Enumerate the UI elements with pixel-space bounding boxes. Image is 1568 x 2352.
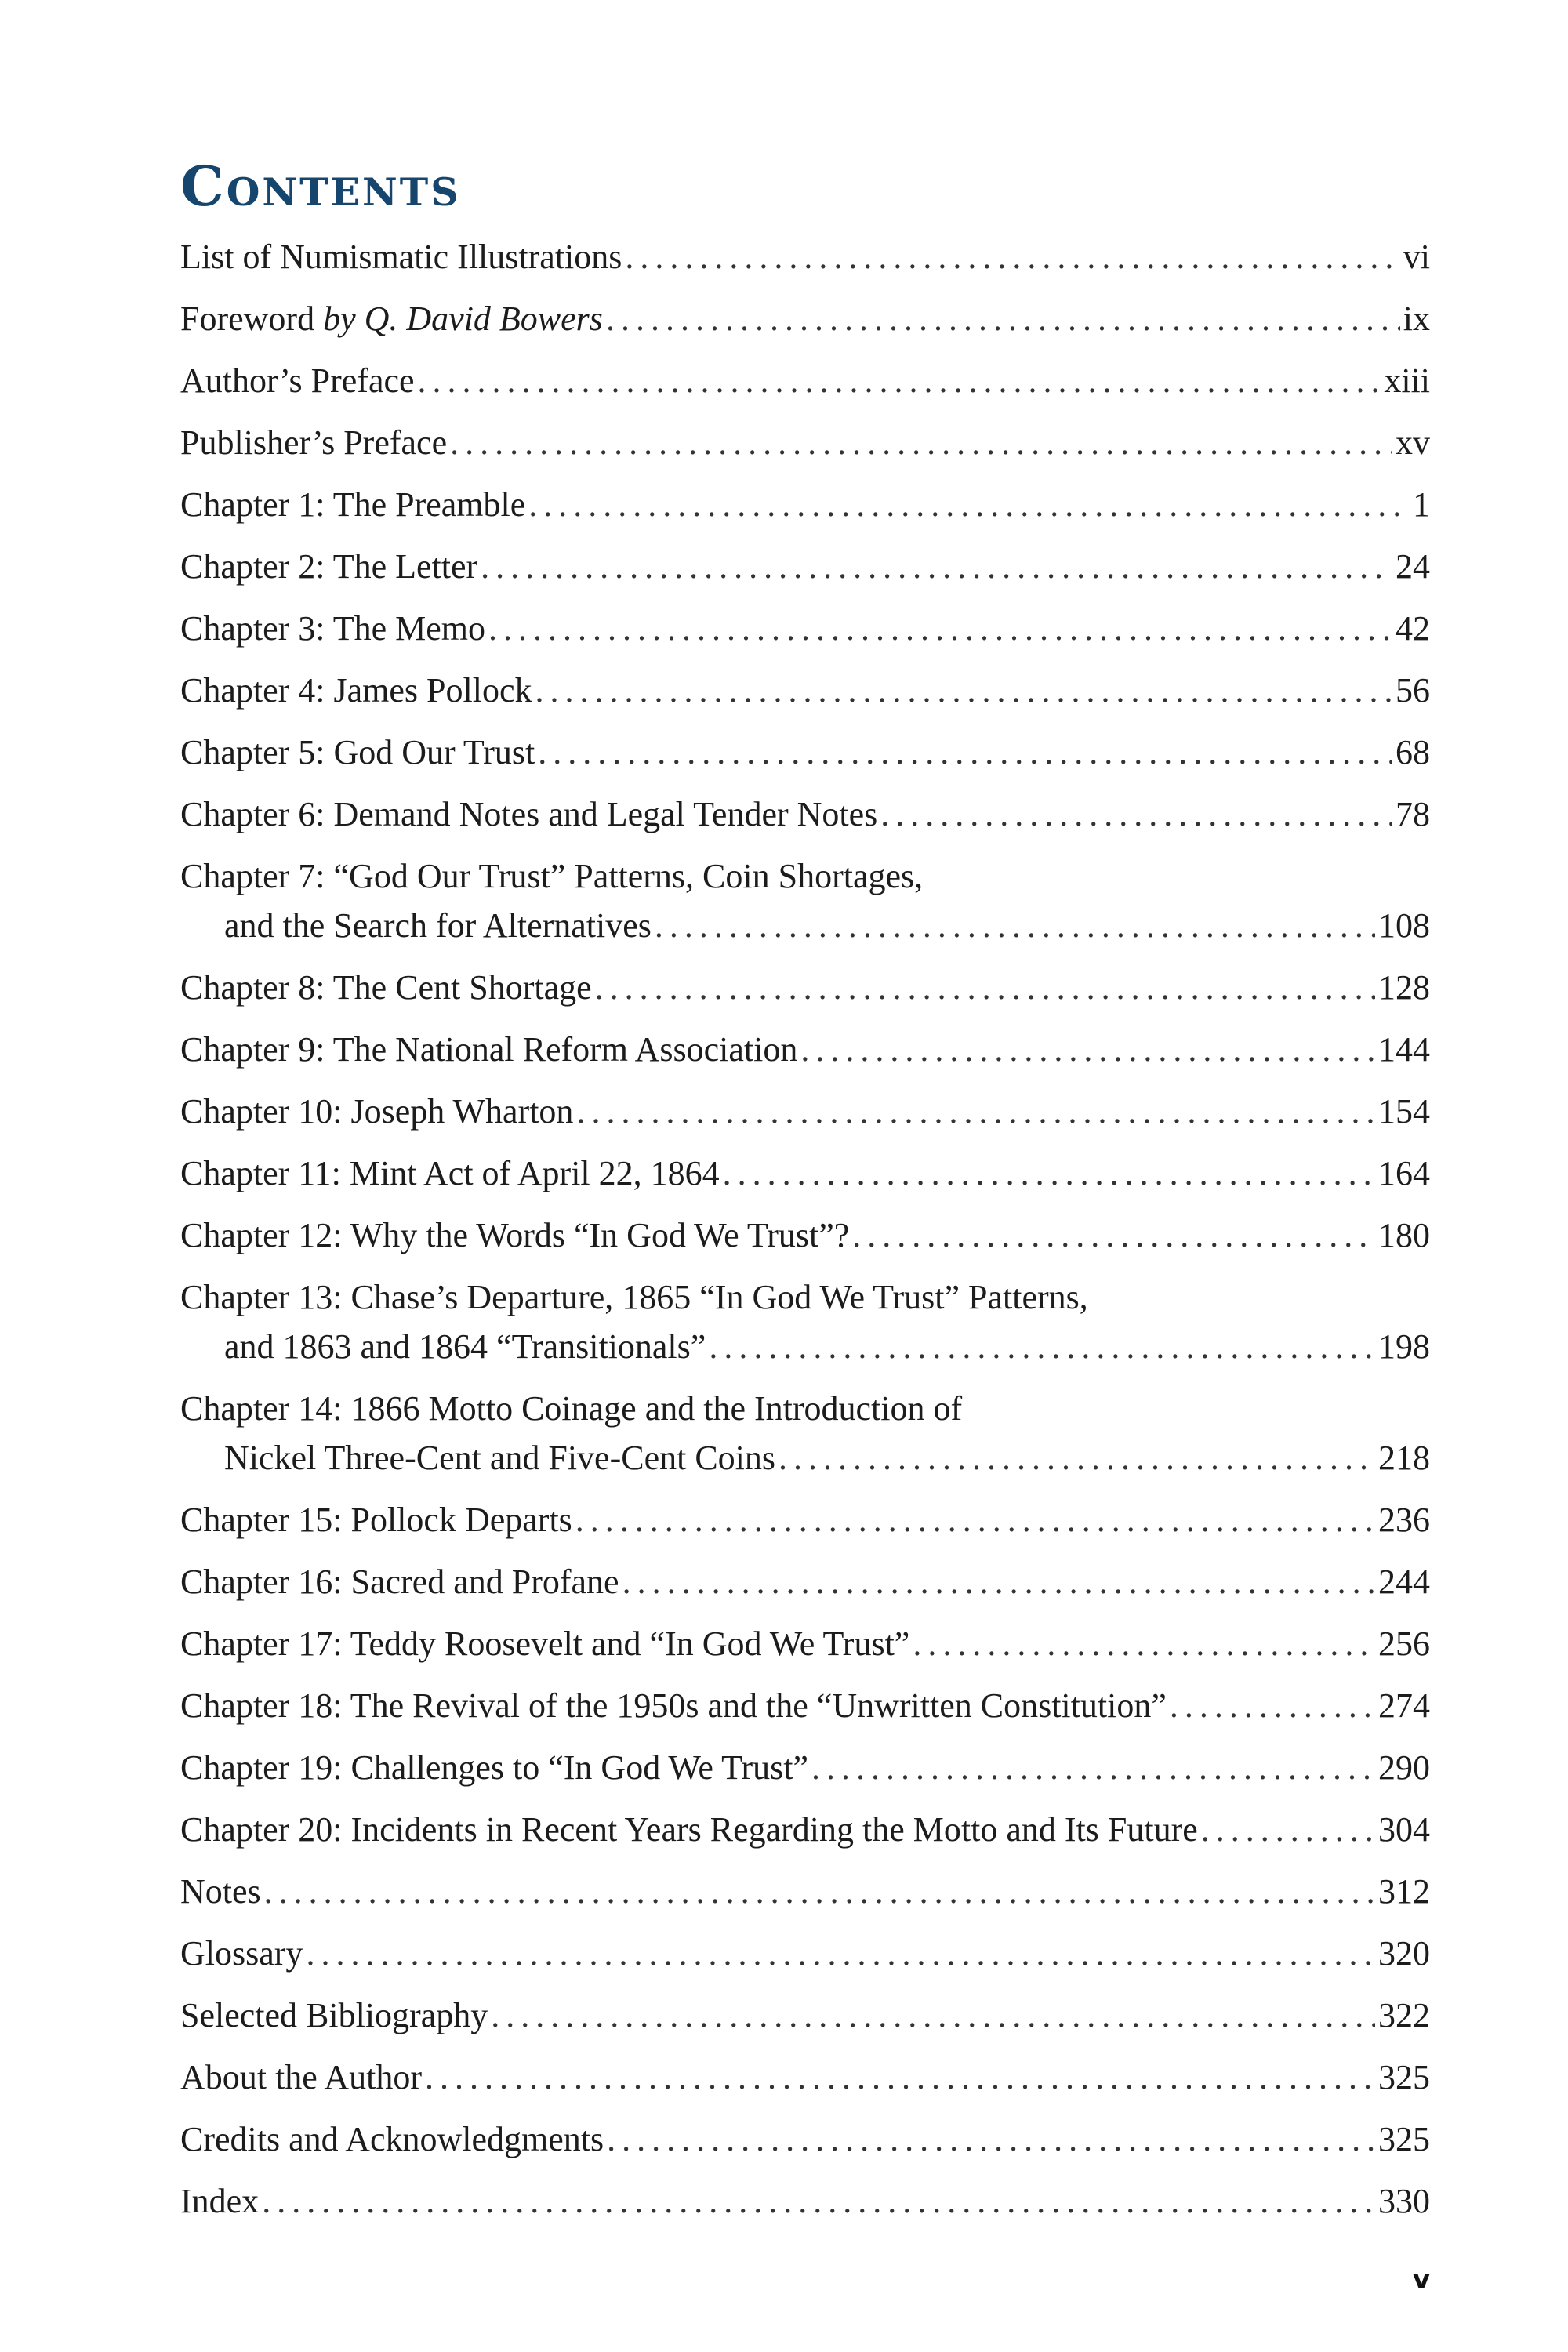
toc-entry-line	[180, 356, 1430, 405]
toc-entry-line	[180, 2114, 1430, 2164]
toc-entry	[180, 604, 1430, 653]
contents-page	[180, 154, 1430, 2238]
toc-entry-title	[180, 1210, 849, 1260]
toc-page-number: 322	[1378, 1996, 1430, 2034]
toc-entry-title-text: Chapter 16: Sacred and Profane	[180, 1563, 619, 1601]
toc-entry-title-text: Chapter 18: The Revival of the 1950s and the “Unwritten Constitution”	[180, 1686, 1167, 1725]
toc-entry-continuation	[180, 1322, 1430, 1371]
toc-entry-title	[180, 666, 532, 715]
toc-entry	[180, 728, 1430, 777]
toc-entry-line	[180, 2053, 1430, 2102]
toc-page-number: vi	[1403, 238, 1430, 276]
toc-entry-title-text: Chapter 9: The National Reform Association	[180, 1030, 798, 1069]
toc-page-number: 198	[1378, 1327, 1430, 1366]
toc-entry-continuation	[180, 1433, 1430, 1483]
toc-page-number: 320	[1378, 1934, 1430, 1973]
dot-leader	[1170, 1681, 1375, 1730]
toc-entry-line	[180, 1743, 1430, 1792]
dot-leader	[625, 232, 1399, 281]
toc-entry-title-text: Chapter 1: The Preamble	[180, 485, 526, 524]
toc-entry-line	[180, 1272, 1430, 1322]
toc-entry	[180, 666, 1430, 715]
toc-page-number: 78	[1396, 795, 1430, 833]
toc-page-number: 42	[1396, 609, 1430, 648]
toc-entry	[180, 1384, 1430, 1483]
toc-entry-title-text: Chapter 10: Joseph Wharton	[180, 1092, 574, 1131]
toc-entry-line	[180, 1210, 1430, 1260]
toc-entry-title-text: Chapter 6: Demand Notes and Legal Tender Notes	[180, 795, 878, 833]
toc-entry-title	[224, 1433, 775, 1483]
toc-entry-title	[180, 1272, 1088, 1322]
toc-entry-line	[180, 963, 1430, 1012]
toc-page-number: 128	[1378, 968, 1430, 1007]
dot-leader	[779, 1433, 1375, 1483]
toc-page-number: 290	[1378, 1748, 1430, 1787]
toc-entry	[180, 480, 1430, 529]
toc-entry-line	[180, 1867, 1430, 1916]
toc-entry	[180, 1087, 1430, 1136]
toc-entry	[180, 2053, 1430, 2102]
toc-entry-title-text: Author’s Preface	[180, 361, 415, 400]
toc-page-number: xiii	[1384, 361, 1430, 400]
toc-list	[180, 232, 1430, 2226]
dot-leader	[852, 1210, 1375, 1260]
toc-entry	[180, 1867, 1430, 1916]
toc-entry-title-text: Nickel Three-Cent and Five-Cent Coins	[224, 1439, 776, 1477]
toc-entry	[180, 356, 1430, 405]
dot-leader	[723, 1149, 1375, 1198]
toc-entry-line	[180, 480, 1430, 529]
toc-entry-title	[180, 1025, 797, 1074]
toc-entry-title	[180, 1495, 572, 1544]
dot-leader	[709, 1322, 1375, 1371]
dot-leader	[306, 1929, 1375, 1978]
toc-entry-title-text: Chapter 17: Teddy Roosevelt and “In God We Trust”	[180, 1624, 910, 1663]
toc-page-number: 180	[1378, 1216, 1430, 1254]
toc-entry-line	[180, 1495, 1430, 1544]
toc-entry	[180, 232, 1430, 281]
toc-entry	[180, 294, 1430, 343]
dot-leader	[811, 1743, 1375, 1792]
toc-page-number: 108	[1378, 906, 1430, 945]
toc-entry-title-text: Chapter 4: James Pollock	[180, 671, 532, 710]
toc-page-number: 24	[1396, 547, 1430, 586]
toc-entry	[180, 2176, 1430, 2226]
toc-entry-continuation	[180, 901, 1430, 950]
toc-entry-line	[180, 542, 1430, 591]
toc-entry-title	[180, 2114, 604, 2164]
toc-entry-title-text: and the Search for Alternatives	[224, 906, 652, 945]
toc-entry-title-text: Index	[180, 2182, 260, 2220]
dot-leader	[264, 1867, 1375, 1916]
toc-page-number: 325	[1378, 2058, 1430, 2096]
toc-entry	[180, 1025, 1430, 1074]
dot-leader	[576, 1087, 1375, 1136]
dot-leader	[913, 1619, 1375, 1668]
toc-entry-title	[180, 1867, 261, 1916]
toc-entry-line	[180, 851, 1430, 901]
toc-entry-title	[180, 1743, 808, 1792]
toc-entry	[180, 1272, 1430, 1371]
toc-entry	[180, 963, 1430, 1012]
toc-entry-line	[180, 728, 1430, 777]
toc-entry-title	[180, 2176, 259, 2226]
toc-entry-title	[180, 542, 477, 591]
toc-entry	[180, 789, 1430, 839]
toc-entry	[180, 851, 1430, 950]
dot-leader	[481, 542, 1392, 591]
toc-page-number: ix	[1403, 299, 1430, 338]
toc-entry-title-text: Chapter 13: Chase’s Departure, 1865 “In God We Trust” Patterns,	[180, 1278, 1088, 1316]
toc-entry-title	[180, 1619, 909, 1668]
dot-leader	[595, 963, 1375, 1012]
toc-entry-title-text: Chapter 14: 1866 Motto Coinage and the Introduction of	[180, 1389, 963, 1428]
toc-entry-title	[180, 294, 603, 343]
toc-page-number: 312	[1378, 1872, 1430, 1911]
toc-entry	[180, 542, 1430, 591]
dot-leader	[262, 2176, 1375, 2226]
toc-entry-title-text: Chapter 11: Mint Act of April 22, 1864	[180, 1154, 720, 1192]
toc-entry	[180, 1681, 1430, 1730]
toc-entry-title-text: Chapter 12: Why the Words “In God We Trust”?	[180, 1216, 850, 1254]
toc-page-number: 256	[1378, 1624, 1430, 1663]
toc-entry-line	[180, 294, 1430, 343]
toc-entry-title	[180, 963, 592, 1012]
toc-page-number: 244	[1378, 1563, 1430, 1601]
toc-entry	[180, 1805, 1430, 1854]
toc-entry-title	[180, 1929, 303, 1978]
toc-page-number: 1	[1413, 485, 1430, 524]
toc-entry-title-text: Chapter 2: The Letter	[180, 547, 478, 586]
toc-page-number: 236	[1378, 1501, 1430, 1539]
toc-page-number: xv	[1396, 423, 1430, 462]
toc-entry-line	[180, 1929, 1430, 1978]
dot-leader	[538, 728, 1392, 777]
toc-entry-title	[180, 1087, 573, 1136]
toc-entry-line	[180, 1991, 1430, 2040]
toc-entry-line	[180, 1025, 1430, 1074]
toc-entry-title-text: Chapter 19: Challenges to “In God We Trust”	[180, 1748, 809, 1787]
contents-heading: Contents	[180, 154, 461, 219]
toc-entry-line	[180, 1619, 1430, 1668]
dot-leader	[655, 901, 1375, 950]
toc-page-number: 304	[1378, 1810, 1430, 1849]
toc-entry-title	[180, 356, 415, 405]
page-number: v	[1412, 2264, 1430, 2296]
toc-entry-title	[180, 789, 877, 839]
toc-entry-line	[180, 1805, 1430, 1854]
toc-entry-title	[180, 1384, 962, 1433]
toc-entry-line	[180, 1681, 1430, 1730]
toc-entry-title	[180, 1991, 488, 2040]
toc-entry-line	[180, 418, 1430, 467]
toc-entry-title-text: List of Numismatic Illustrations	[180, 238, 622, 276]
toc-entry	[180, 1929, 1430, 1978]
toc-entry-title	[180, 232, 622, 281]
dot-leader	[800, 1025, 1375, 1074]
dot-leader	[880, 789, 1392, 839]
toc-entry-title-text: Credits and Acknowledgments	[180, 2120, 604, 2158]
toc-entry-line	[180, 1149, 1430, 1198]
toc-entry-title	[180, 2053, 422, 2102]
toc-entry-title	[180, 1149, 720, 1198]
toc-entry-title-text: Publisher’s Preface	[180, 423, 448, 462]
toc-entry-title-text: Foreword	[180, 299, 324, 338]
dot-leader	[418, 356, 1381, 405]
toc-entry	[180, 1557, 1430, 1606]
toc-entry-title	[180, 1681, 1167, 1730]
toc-entry-title-text: Selected Bibliography	[180, 1996, 488, 2034]
dot-leader	[450, 418, 1392, 467]
toc-page-number: 325	[1378, 2120, 1430, 2158]
toc-page-number: 218	[1378, 1439, 1430, 1477]
toc-entry-title	[180, 1805, 1198, 1854]
toc-entry	[180, 1991, 1430, 2040]
toc-entry	[180, 1619, 1430, 1668]
toc-entry	[180, 1210, 1430, 1260]
toc-entry-line	[180, 666, 1430, 715]
toc-entry-title-text: and 1863 and 1864 “Transitionals”	[224, 1327, 706, 1366]
toc-page-number: 330	[1378, 2182, 1430, 2220]
toc-entry-title-text: About the Author	[180, 2058, 422, 2096]
dot-leader	[575, 1495, 1375, 1544]
toc-entry-title-text: Chapter 8: The Cent Shortage	[180, 968, 592, 1007]
dot-leader	[1201, 1805, 1375, 1854]
toc-entry-title	[224, 1322, 706, 1371]
toc-entry-title	[180, 480, 525, 529]
toc-entry-title-text: Chapter 20: Incidents in Recent Years Regarding the Motto and Its Future	[180, 1810, 1198, 1849]
dot-leader	[488, 604, 1392, 653]
toc-entry-title-text: Chapter 7: “God Our Trust” Patterns, Coin Shortages,	[180, 857, 924, 895]
toc-page-number: 56	[1396, 671, 1430, 710]
toc-entry-title-text: Notes	[180, 1872, 261, 1911]
toc-page-number: 154	[1378, 1092, 1430, 1131]
dot-leader	[607, 2114, 1375, 2164]
toc-entry-title	[224, 901, 652, 950]
toc-entry-author: by Q. David Bowers	[323, 299, 603, 338]
dot-leader	[528, 480, 1410, 529]
toc-entry-line	[180, 1087, 1430, 1136]
toc-entry-title	[180, 728, 535, 777]
toc-entry	[180, 1743, 1430, 1792]
dot-leader	[622, 1557, 1375, 1606]
toc-entry-title	[180, 604, 485, 653]
toc-entry-title	[180, 851, 923, 901]
toc-entry-title-text: Chapter 15: Pollock Departs	[180, 1501, 572, 1539]
toc-page-number: 274	[1378, 1686, 1430, 1725]
toc-entry-line	[180, 604, 1430, 653]
toc-entry-title-text: Chapter 5: God Our Trust	[180, 733, 535, 771]
toc-entry-title	[180, 1557, 619, 1606]
toc-entry-title-text: Chapter 3: The Memo	[180, 609, 485, 648]
toc-entry-line	[180, 232, 1430, 281]
toc-entry	[180, 418, 1430, 467]
toc-entry-line	[180, 789, 1430, 839]
toc-entry-line	[180, 2176, 1430, 2226]
toc-entry	[180, 1149, 1430, 1198]
dot-leader	[425, 2053, 1375, 2102]
dot-leader	[535, 666, 1393, 715]
dot-leader	[491, 1991, 1375, 2040]
toc-page-number: 144	[1378, 1030, 1430, 1069]
toc-entry-title	[180, 418, 447, 467]
toc-entry-line	[180, 1384, 1430, 1433]
toc-page-number: 68	[1396, 733, 1430, 771]
toc-entry	[180, 2114, 1430, 2164]
toc-entry-title-text: Glossary	[180, 1934, 303, 1973]
dot-leader	[606, 294, 1400, 343]
toc-entry-line	[180, 1557, 1430, 1606]
toc-page-number: 164	[1378, 1154, 1430, 1192]
toc-entry	[180, 1495, 1430, 1544]
